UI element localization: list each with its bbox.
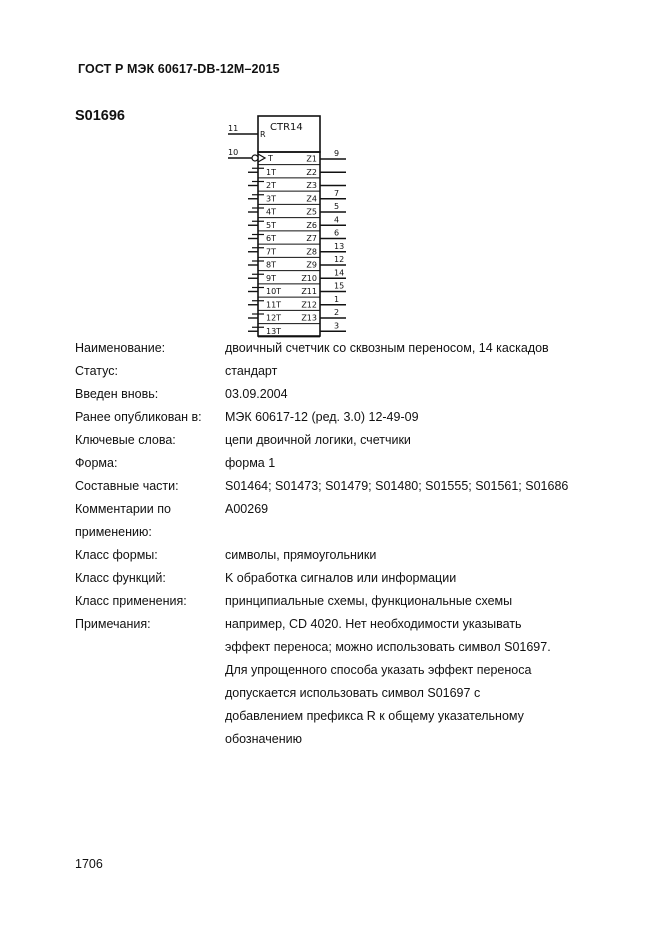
output-label: Z11 — [301, 287, 317, 296]
stage-input-label: 8T — [266, 260, 276, 270]
attr-label-notes: Примечания: — [75, 617, 151, 631]
attr-row-introduced — [75, 383, 615, 406]
attr-row-comments — [75, 498, 615, 544]
stage-input-label: 7T — [266, 247, 276, 257]
attr-value-status: стандарт — [225, 364, 278, 378]
stage-outputs — [301, 149, 346, 331]
output-pin-number: 7 — [334, 188, 340, 198]
attr-label-form-class: Класс формы: — [75, 548, 158, 562]
output-label: Z3 — [306, 181, 317, 190]
output-label: Z2 — [306, 167, 317, 177]
output-label: Z12 — [301, 300, 317, 310]
notes-line: обозначению — [225, 732, 302, 746]
attr-row-parts — [75, 475, 615, 498]
symbol-code: S01696 — [75, 108, 125, 124]
attr-value-name: двоичный счетчик со сквозным переносом, 14 каскадов — [225, 341, 549, 355]
stage-input-label: 5T — [266, 220, 276, 230]
reset-input-label: R — [260, 130, 266, 139]
attr-row-application-class — [75, 590, 615, 613]
attr-label-name: Наименование: — [75, 341, 166, 355]
stage-input-label: 6T — [266, 234, 276, 243]
attr-label-comments-line1: Комментарии по — [75, 502, 171, 516]
attr-label-comments — [75, 498, 225, 544]
attr-label-parts: Составные части: — [75, 479, 179, 493]
output-label: Z13 — [301, 313, 317, 323]
stage-input-label: 13T — [266, 326, 282, 336]
clock-inversion-circle — [252, 155, 258, 161]
output-label: Z10 — [301, 273, 317, 283]
attr-value-parts: S01464; S01473; S01479; S01480; S01555; S01561; S01686 — [225, 479, 569, 493]
output-label: Z6 — [306, 220, 317, 230]
output-pin-number: 2 — [334, 308, 340, 317]
attr-value-comments: A00269 — [225, 502, 269, 516]
output-pin-number: 13 — [334, 241, 345, 251]
attr-label-function-class: Класс функций: — [75, 571, 166, 585]
output-pin-number: 6 — [334, 228, 340, 238]
output-label: Z9 — [306, 260, 317, 270]
stage-input-label: 1T — [266, 167, 276, 177]
attr-label-comments-line2: применению: — [75, 525, 152, 539]
output-pin-number: 14 — [334, 268, 345, 278]
clock-pin-number: 10 — [228, 148, 239, 157]
output-label: Z7 — [306, 234, 317, 243]
output-label: Z8 — [306, 247, 317, 257]
clock-input-label: T — [268, 154, 273, 163]
stage-input-label: 9T — [266, 273, 276, 283]
attr-row-function-class — [75, 567, 615, 590]
output-label: Z1 — [306, 154, 317, 164]
counter-symbol-figure — [222, 114, 362, 338]
output-pin-number: 3 — [334, 321, 340, 331]
stage-input-label: 2T — [266, 181, 276, 190]
attr-value-application-class: принципиальные схемы, функциональные схемы — [225, 594, 513, 608]
clock-dynamic-indicator — [258, 154, 265, 162]
notes-line: эффект переноса; можно использовать символ S01697. — [225, 640, 551, 654]
attr-value-keywords: цепи двоичной логики, счетчики — [225, 433, 411, 447]
stage-input-label: 3T — [266, 194, 276, 204]
stage-input-label: 4T — [266, 207, 276, 217]
notes-line: Для упрощенного способа указать эффект переноса — [225, 663, 532, 677]
stage-input-label: 12T — [266, 313, 282, 323]
notes-line: например, CD 4020. Нет необходимости указывать — [225, 617, 522, 631]
attr-value-form-class: символы, прямоугольники — [225, 548, 377, 562]
output-pin-number: 1 — [334, 294, 340, 304]
attr-label-published: Ранее опубликован в: — [75, 410, 202, 424]
attr-row-keywords — [75, 429, 615, 452]
output-label: Z5 — [306, 207, 317, 217]
attr-label-keywords: Ключевые слова: — [75, 433, 176, 447]
page-number: 1706 — [75, 857, 103, 871]
output-label: Z4 — [306, 194, 317, 204]
standard-header: ГОСТ Р МЭК 60617-DB-12M–2015 — [78, 62, 280, 76]
attr-value-form: форма 1 — [225, 456, 276, 470]
attr-value-notes — [225, 613, 615, 751]
attr-row-name — [75, 337, 615, 360]
output-pin-number: 4 — [334, 215, 340, 225]
stage-input-label: 11T — [266, 300, 282, 310]
attr-value-function-class: K обработка сигналов или информации — [225, 571, 457, 585]
attr-row-status — [75, 360, 615, 383]
attr-label-form: Форма: — [75, 456, 118, 470]
output-pin-number: 9 — [334, 149, 340, 158]
attr-value-introduced: 03.09.2004 — [225, 387, 288, 401]
notes-line: допускается использовать символ S01697 с — [225, 686, 481, 700]
attr-row-published — [75, 406, 615, 429]
attr-label-introduced: Введен вновь: — [75, 387, 159, 401]
attr-row-notes — [75, 613, 615, 751]
attr-row-form — [75, 452, 615, 475]
attr-value-published: МЭК 60617-12 (ред. 3.0) 12-49-09 — [225, 410, 419, 424]
block-title: CTR14 — [270, 122, 303, 133]
stage-input-label: 10T — [266, 287, 282, 296]
reset-pin-number: 11 — [228, 124, 239, 133]
attr-label-application-class: Класс применения: — [75, 594, 187, 608]
notes-line: добавлением префикса R к общему указательному — [225, 709, 524, 723]
attributes-table — [75, 337, 615, 751]
output-pin-number: 15 — [334, 281, 345, 291]
attr-label-status: Статус: — [75, 364, 118, 378]
attr-row-form-class — [75, 544, 615, 567]
output-pin-number: 12 — [334, 255, 345, 264]
output-pin-number: 5 — [334, 202, 340, 211]
